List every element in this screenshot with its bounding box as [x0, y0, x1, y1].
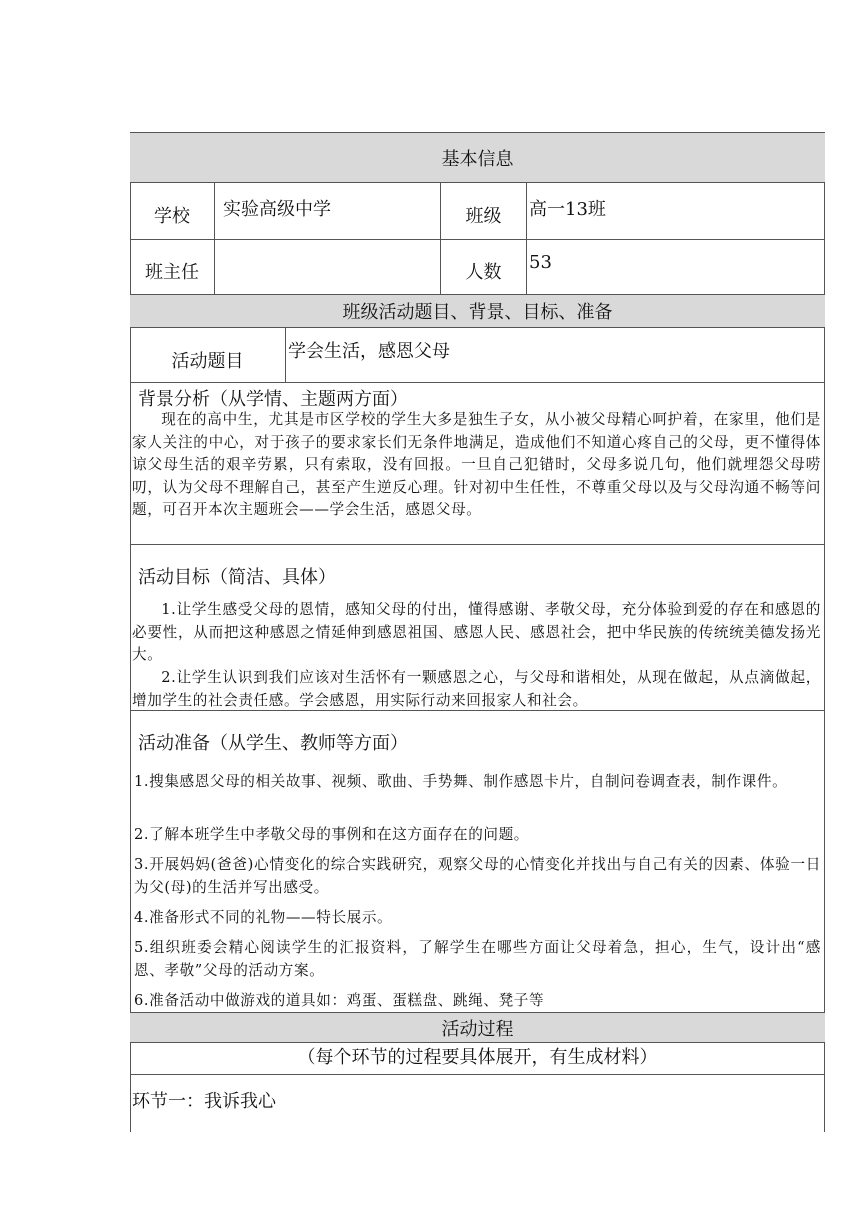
step-1-row [130, 1074, 825, 1132]
count-value: 53 [529, 252, 552, 273]
school-value-cell [214, 183, 440, 239]
preparation-title: 活动准备（从学生、教师等方面） [138, 733, 408, 754]
school-row [130, 182, 825, 239]
teacher-row [130, 239, 825, 294]
count-label-cell [440, 240, 526, 294]
teacher-value-cell [214, 240, 440, 294]
topic-label-cell [130, 328, 285, 382]
prep-item-5: 5.组织班委会精心阅读学生的汇报资料，了解学生在哪些方面让父母着急，担心，生气，设计出“感恩、孝敬”父母的活动方案。 [134, 939, 821, 979]
prep-item-6: 6.准备活动中做游戏的道具如：鸡蛋、蛋糕盘、跳绳、凳子等 [134, 992, 545, 1009]
teacher-label-cell [130, 240, 214, 294]
class-label-cell [440, 183, 526, 239]
school-value: 实验高级中学 [223, 199, 331, 220]
school-label: 学校 [154, 206, 190, 227]
background-title: 背景分析（从学情、主题两方面） [138, 389, 408, 410]
class-value-cell [526, 183, 825, 239]
activity-section-header [130, 294, 825, 327]
goals-row [130, 544, 825, 710]
goal-1: 1.让学生感受父母的恩情，感知父母的付出，懂得感谢、孝敬父母，充分体验到爱的存在和感恩的必要性，从而把这种感恩之情延伸到感恩祖国、感恩人民、感恩社会，把中华民族的传统统美德发扬光大。 [132, 601, 821, 663]
topic-value-cell [285, 328, 825, 382]
basic-info-header [130, 132, 825, 182]
teacher-label: 班主任 [145, 262, 199, 283]
background-text: 现在的高中生，尤其是市区学校的学生大多是独生子女，从小被父母精心呵护着，在家里，他们是家人关注的中心，对于孩子的要求家长们无条件地满足，造成他们不知道心疼自己的父母，更不懂得体谅父母生活的艰辛劳累，只有索取，没有回报。一旦自己犯错时，父母多说几句，他们就埋怨父母唠叨，认为父母不理解自己，甚至产生逆反心理。针对初中生任性，不尊重父母以及与父母沟通不畅等问题，可召开本次主题班会——学会生活，感恩父母。 [132, 411, 821, 518]
goals-title: 活动目标（简洁、具体） [138, 567, 336, 588]
process-subheader-row [130, 1042, 825, 1074]
class-label: 班级 [465, 206, 502, 227]
step-1-title: 环节一：我诉我心 [132, 1091, 276, 1112]
activity-section-title: 班级活动题目、背景、目标、准备 [342, 302, 613, 323]
basic-info-title: 基本信息 [441, 148, 514, 170]
count-label: 人数 [465, 262, 502, 283]
topic-label: 活动题目 [171, 351, 244, 372]
background-row [130, 382, 825, 544]
prep-item-4: 4.准备形式不同的礼物——特长展示。 [134, 909, 393, 926]
prep-item-1: 1.搜集感恩父母的相关故事、视频、歌曲、手势舞、制作感恩卡片，自制问卷调查表，制作课件。 [134, 773, 788, 790]
goal-2: 2.让学生认识到我们应该对生活怀有一颗感恩之心，与父母和谐相处，从现在做起，从点滴做起，增加学生的社会责任感。学会感恩，用实际行动来回报家人和社会。 [132, 669, 821, 709]
school-label-cell [130, 183, 214, 239]
process-subheader: （每个环节的过程要具体展开，有生成材料） [297, 1047, 658, 1068]
prep-item-2: 2.了解本班学生中孝敬父母的事例和在这方面存在的问题。 [134, 826, 529, 843]
preparation-row [130, 710, 825, 1012]
topic-value: 学会生活，感恩父母 [288, 341, 450, 362]
class-value: 高一13班 [529, 199, 606, 220]
prep-item-3: 3.开展妈妈(爸爸)心情变化的综合实践研究，观察父母的心情变化并找出与自己有关的因素、体验一日为父(母)的生活并写出感受。 [134, 856, 821, 896]
count-value-cell [526, 240, 825, 294]
topic-row [130, 327, 825, 382]
process-header [130, 1012, 825, 1042]
process-title: 活动过程 [441, 1018, 514, 1040]
